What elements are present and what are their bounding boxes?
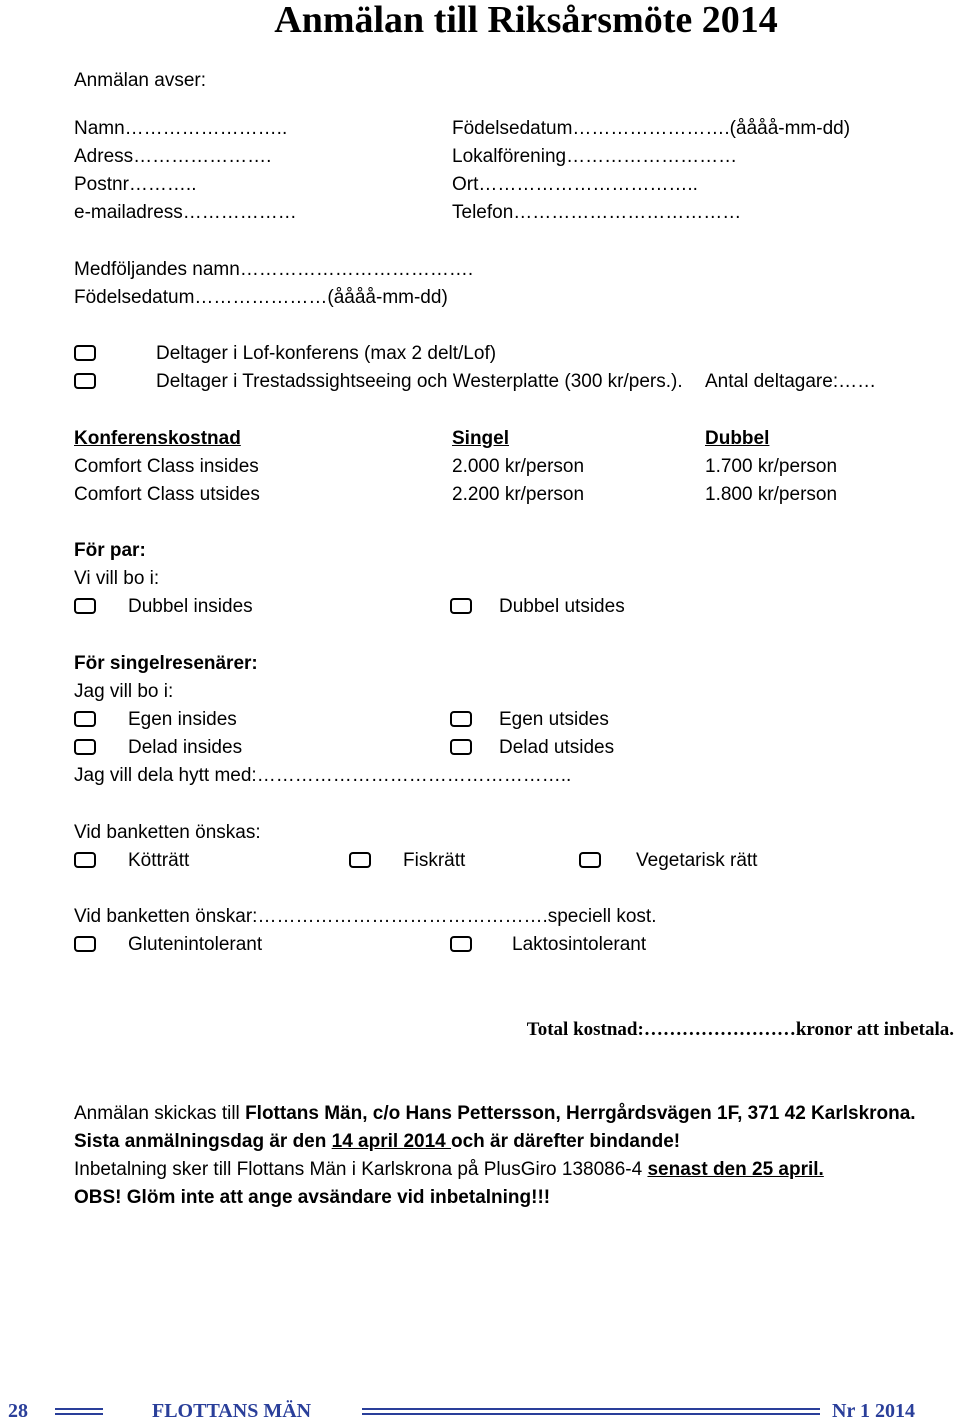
singel-subheading: Jag vill bo i: — [74, 681, 174, 702]
footer-rule — [55, 1408, 103, 1415]
dubbel-insides-checkbox[interactable] — [74, 598, 96, 614]
table-cell: 2.200 kr/person — [452, 484, 585, 505]
laktos-label: Laktosintolerant — [512, 934, 647, 955]
egen-utsides-checkbox[interactable] — [450, 711, 472, 727]
info-line-4: OBS! Glöm inte att ange avsändare vid inbetalning!!! — [74, 1187, 551, 1208]
egen-utsides-label: Egen utsides — [499, 709, 609, 730]
info-text: Sista anmälningsdag är den — [74, 1131, 332, 1152]
postnr-field[interactable]: Postnr……….. — [74, 174, 197, 195]
ort-field[interactable]: Ort…………………………….. — [452, 174, 698, 195]
vegetarisk-label: Vegetarisk rätt — [636, 850, 758, 871]
table-cell: Comfort Class insides — [74, 456, 259, 477]
laktos-checkbox[interactable] — [450, 936, 472, 952]
telefon-field[interactable]: Telefon……………………………… — [452, 202, 742, 223]
payment-deadline: senast den 25 april. — [647, 1159, 824, 1180]
table-header-konferenskostnad: Konferenskostnad — [74, 428, 241, 449]
deadline-date: 14 april 2014 — [331, 1131, 451, 1152]
info-line-2 — [74, 1131, 680, 1153]
namn-field[interactable]: Namn…………………….. — [74, 118, 288, 139]
email-field[interactable]: e-mailadress……………… — [74, 202, 297, 223]
info-text: Anmälan skickas till — [74, 1103, 246, 1124]
delad-utsides-checkbox[interactable] — [450, 739, 472, 755]
lokalforening-field[interactable]: Lokalförening……………………… — [452, 146, 738, 167]
lof-checkbox[interactable] — [74, 345, 96, 361]
egen-insides-checkbox[interactable] — [74, 711, 96, 727]
fiskratt-checkbox[interactable] — [349, 852, 371, 868]
lof-label: Deltager i Lof-konferens (max 2 delt/Lof) — [156, 343, 497, 364]
trestad-label: Deltager i Trestadssightseeing och Westerplatte (300 kr/pers.). — [156, 371, 683, 392]
delad-utsides-label: Delad utsides — [499, 737, 615, 758]
page-title: Anmälan till Riksårsmöte 2014 — [274, 0, 778, 41]
fodelsedatum-field[interactable]: Födelsedatum…………………….(åååå-mm-dd) — [452, 118, 851, 139]
speciell-kost-field[interactable]: Vid banketten önskar:……………………………………….speciell kost. — [74, 906, 657, 927]
kottratt-label: Kötträtt — [128, 850, 190, 871]
info-address: Flottans Män, c/o Hans Pettersson, Herrgårdsvägen 1F, 371 42 Karlskrona. — [245, 1103, 916, 1124]
footer-brand: FLOTTANS MÄN — [152, 1400, 312, 1422]
gluten-checkbox[interactable] — [74, 936, 96, 952]
delad-insides-checkbox[interactable] — [74, 739, 96, 755]
table-header-singel: Singel — [452, 428, 510, 449]
egen-insides-label: Egen insides — [128, 709, 237, 730]
footer-issue: Nr 1 2014 — [832, 1400, 915, 1422]
table-cell: 1.700 kr/person — [705, 456, 838, 477]
bankett-label: Vid banketten önskas: — [74, 822, 261, 843]
trestad-checkbox[interactable] — [74, 373, 96, 389]
par-subheading: Vi vill bo i: — [74, 568, 160, 589]
fiskratt-label: Fiskrätt — [403, 850, 466, 871]
medfoljande-fodelsedatum-field[interactable]: Födelsedatum…………………(åååå-mm-dd) — [74, 287, 448, 308]
antal-deltagare-field[interactable]: Antal deltagare:…… — [705, 371, 877, 392]
par-heading: För par: — [74, 540, 146, 561]
info-line-3 — [74, 1159, 824, 1181]
info-text: Inbetalning sker till Flottans Män i Karlskrona på PlusGiro 138086-4 — [74, 1159, 648, 1180]
singel-heading: För singelresenärer: — [74, 653, 258, 674]
dubbel-utsides-checkbox[interactable] — [450, 598, 472, 614]
table-header-dubbel: Dubbel — [705, 428, 770, 449]
gluten-label: Glutenintolerant — [128, 934, 263, 955]
anmalan-avser-label: Anmälan avser: — [74, 70, 207, 91]
medfoljande-namn-field[interactable]: Medföljandes namn………………………………. — [74, 259, 474, 280]
table-cell: 1.800 kr/person — [705, 484, 838, 505]
info-text: och är därefter bindande! — [451, 1131, 681, 1152]
dela-hytt-field[interactable]: Jag vill dela hytt med:………………………………………….. — [74, 765, 572, 786]
delad-insides-label: Delad insides — [128, 737, 243, 758]
info-line-1 — [74, 1103, 916, 1125]
table-cell: Comfort Class utsides — [74, 484, 260, 505]
vegetarisk-checkbox[interactable] — [579, 852, 601, 868]
table-cell: 2.000 kr/person — [452, 456, 585, 477]
total-kostnad-field[interactable]: Total kostnad:……………………kronor att inbetala. — [526, 1019, 954, 1040]
footer-rule — [362, 1408, 820, 1415]
dubbel-utsides-label: Dubbel utsides — [499, 596, 625, 617]
kottratt-checkbox[interactable] — [74, 852, 96, 868]
dubbel-insides-label: Dubbel insides — [128, 596, 253, 617]
page-number: 28 — [8, 1400, 28, 1422]
adress-field[interactable]: Adress…………………. — [74, 146, 272, 167]
